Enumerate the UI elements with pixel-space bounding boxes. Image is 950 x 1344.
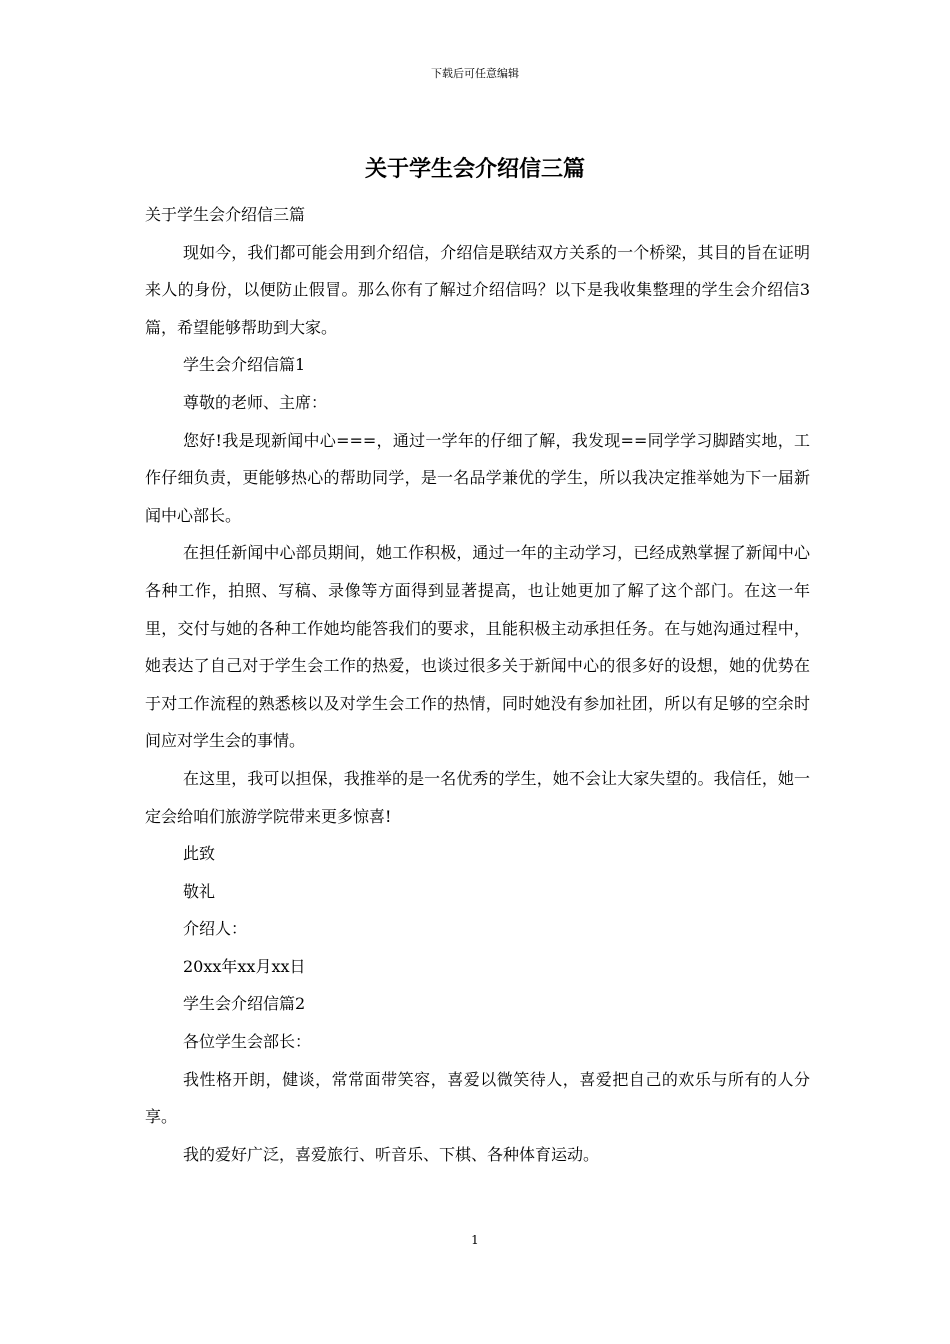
- closing-line: 此致: [183, 844, 216, 864]
- body-paragraph: 我性格开朗，健谈，常常面带笑容，喜爱以微笑待人，喜爱把自己的欢乐与所有的人分享。: [145, 1069, 810, 1127]
- salutation-1: 尊敬的老师、主席：: [183, 392, 328, 412]
- body-paragraph: 您好!我是现新闻中心===，通过一学年的仔细了解，我发现==同学学习脚踏实地，工作仔细负责，更能够热心的帮助同学，是一名品学兼优的学生，所以我决定推举她为下一届新闻中心部长。: [145, 430, 810, 525]
- salutation-2: 各位学生会部长：: [183, 1032, 312, 1052]
- intro-paragraph: 现如今，我们都可能会用到介绍信，介绍信是联结双方关系的一个桥梁，其目的旨在证明来人的身份，以便防止假冒。那么你有了解过介绍信吗？以下是我收集整理的学生会介绍信3篇，希望能够帮助到大家。: [145, 242, 810, 337]
- page-number: 1: [471, 1233, 479, 1247]
- body-paragraph: 我的爱好广泛，喜爱旅行、听音乐、下棋、各种体育运动。: [183, 1144, 600, 1164]
- closing-line: 敬礼: [183, 881, 216, 901]
- subtitle-line: 关于学生会介绍信三篇: [145, 205, 306, 224]
- page-header: 下载后可任意编辑: [431, 67, 519, 80]
- body-paragraph: 在这里，我可以担保，我推举的是一名优秀的学生，她不会让大家失望的。我信任，她一定会给咱们旅游学院带来更多惊喜!: [145, 768, 810, 826]
- letter-heading-1: 学生会介绍信篇1: [183, 355, 306, 375]
- document-title: 关于学生会介绍信三篇: [364, 156, 585, 182]
- letter-heading-2: 学生会介绍信篇2: [183, 994, 306, 1014]
- date-line: 20xx年xx月xx日: [183, 956, 306, 976]
- signature-label: 介绍人：: [183, 919, 248, 939]
- body-paragraph: 在担任新闻中心部员期间，她工作积极，通过一年的主动学习，已经成熟掌握了新闻中心各种工作，拍照、写稿、录像等方面得到显著提高，也让她更加了解了这个部门。在这一年里，交付与她的各种工作她均能答我们的要求，且能积极主动承担任务。在与她沟通过程中，她表达了自己对于学生会工作的热爱，也谈过很多关于新闻中心的很多好的设想，她的优势在于对工作流程的熟悉核以及对学生会工作的热情，同时她没有参加社团，所以有足够的空余时间应对学生会的事情。: [145, 543, 810, 751]
- document-body: [145, 196, 810, 1173]
